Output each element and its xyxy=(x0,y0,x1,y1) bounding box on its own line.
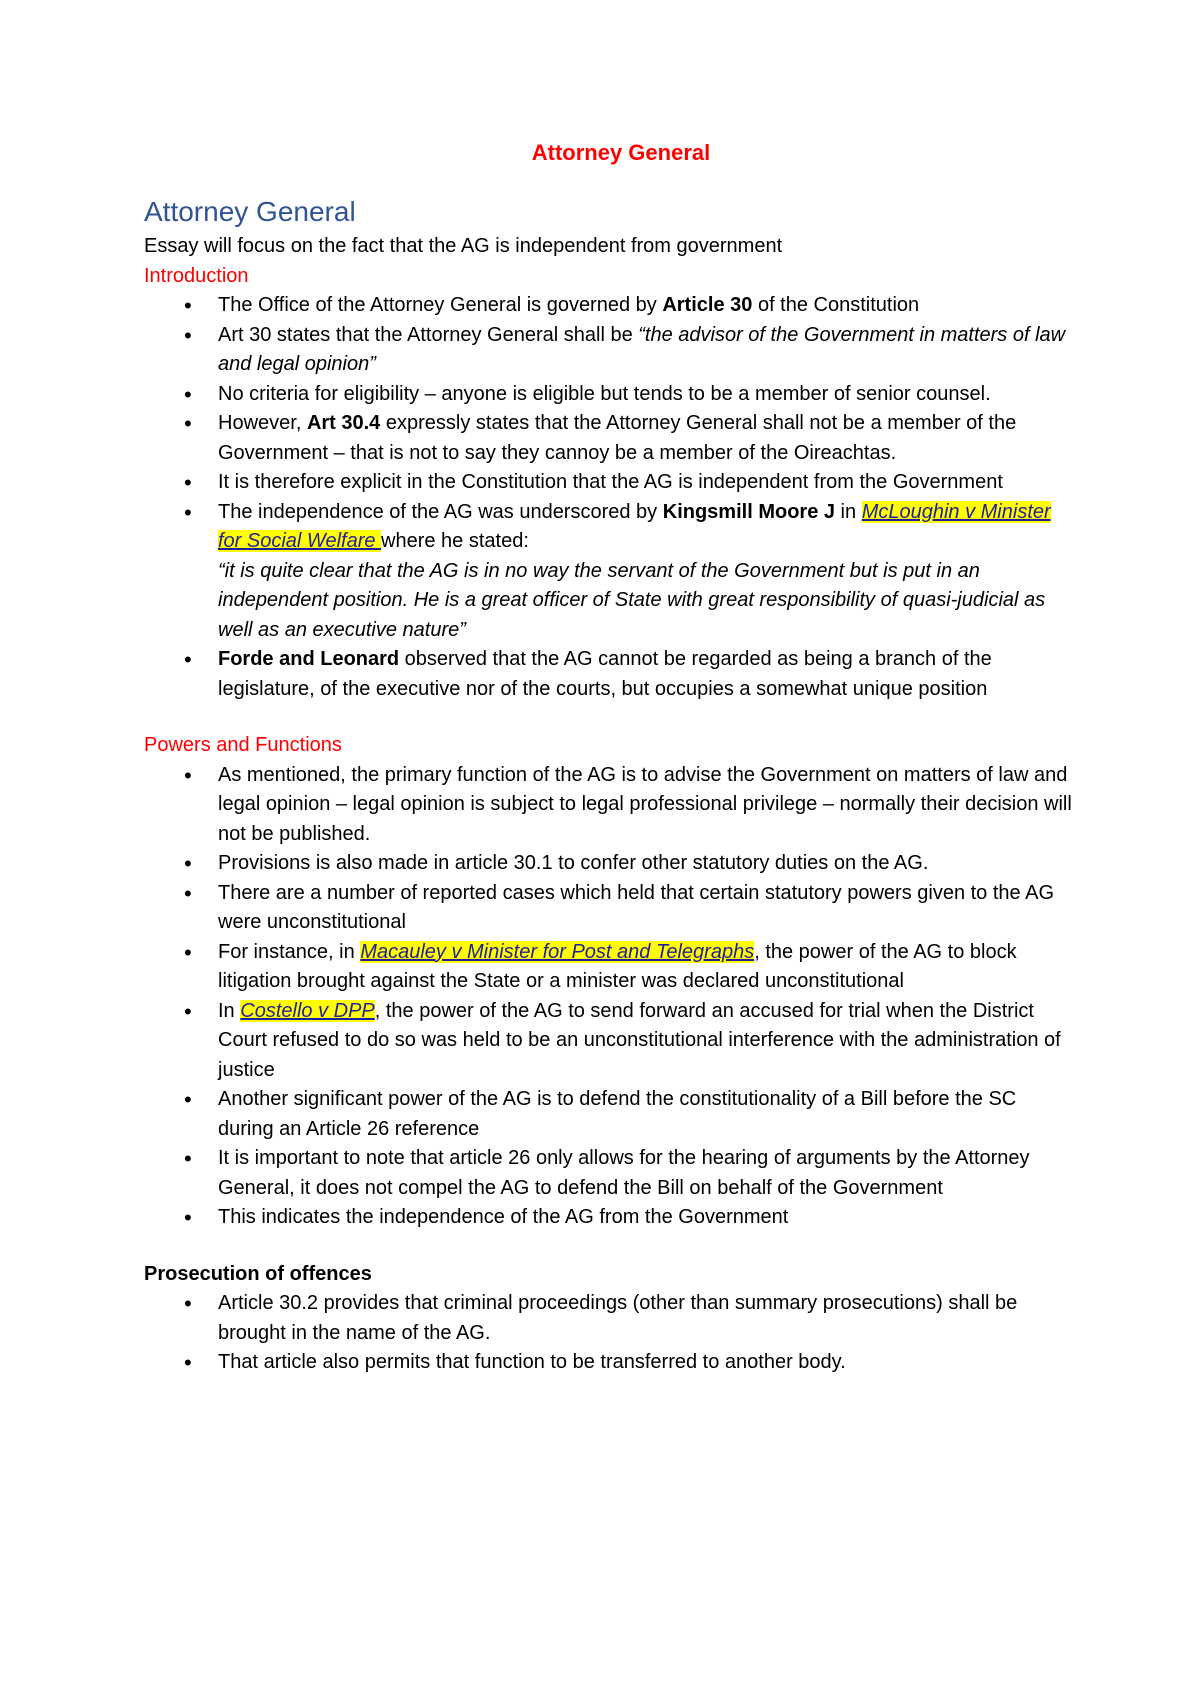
list-item: • Another significant power of the AG is to defend the constitutionality of a Bill before the SC during an Article 26 reference xyxy=(144,1085,1074,1144)
list-item: • However, Art 30.4 expressly states that the Attorney General shall not be a member of the Government – that is not to say they cannoy be a member of the Oireachtas. xyxy=(144,409,1074,468)
list-item: • That article also permits that function to be transferred to another body. xyxy=(144,1348,1074,1378)
list-item: • The Office of the Attorney General is governed by Article 30 of the Constitution xyxy=(144,291,1074,321)
intro-line: Essay will focus on the fact that the AG is independent from government xyxy=(144,235,783,257)
section-heading-prosecution: Prosecution of offences xyxy=(144,1262,372,1285)
list-item: • Forde and Leonard observed that the AG cannot be regarded as being a branch of the legislature, of the executive nor of the courts, but occupies a somewhat unique position xyxy=(144,645,1074,704)
list-item: • In Costello v DPP, the power of the AG to send forward an accused for trial when the District Court refused to do so was held to be an unconstitutional interference with the administration of justice xyxy=(144,997,1074,1086)
list-item: • Provisions is also made in article 30.1 to confer other statutory duties on the AG. xyxy=(144,849,1074,879)
quote-block: “it is quite clear that the AG is in no way the servant of the Government but is put in an independent position. He is a great officer of State with great responsibility of quasi-judicial as well as an executive nature” xyxy=(218,559,1046,641)
list-item: • Art 30 states that the Attorney General shall be “the advisor of the Government in matters of law and legal opinion” xyxy=(144,321,1074,380)
powers-list xyxy=(144,761,1074,1233)
list-item: • It is therefore explicit in the Constitution that the AG is independent from the Government xyxy=(144,468,1074,498)
heading-1: Attorney General xyxy=(144,196,356,227)
list-item: • Article 30.2 provides that criminal proceedings (other than summary prosecutions) shall be brought in the name of the AG. xyxy=(144,1289,1074,1348)
section-heading-introduction: Introduction xyxy=(144,264,249,287)
introduction-list xyxy=(144,291,1074,704)
case-citation-mcloughin[interactable]: McLoughin v Minister for Social Welfare xyxy=(218,500,1051,552)
list-item: • It is important to note that article 26 only allows for the hearing of arguments by the Attorney General, it does not compel the AG to defend the Bill on behalf of the Government xyxy=(144,1144,1074,1203)
list-item: • No criteria for eligibility – anyone is eligible but tends to be a member of senior counsel. xyxy=(144,380,1074,410)
case-citation-macauley[interactable]: Macauley v Minister for Post and Telegraphs xyxy=(360,940,755,963)
prosecution-list xyxy=(144,1289,1074,1378)
document-body xyxy=(144,140,1074,1378)
list-item: • For instance, in Macauley v Minister for Post and Telegraphs, the power of the AG to block litigation brought against the State or a minister was declared unconstitutional xyxy=(144,938,1074,997)
list-item: • There are a number of reported cases which held that certain statutory powers given to the AG were unconstitutional xyxy=(144,879,1074,938)
list-item: • As mentioned, the primary function of the AG is to advise the Government on matters of law and legal opinion – legal opinion is subject to legal professional privilege – normally their decision will not be published. xyxy=(144,761,1074,850)
list-item: • The independence of the AG was underscored by Kingsmill Moore J in McLoughin v Minister for Social Welfare where he stated: “it is quite clear that the AG is in no way the servant of the Government but is put in an independent position. He is a great officer of State with great responsibility of quasi-judicial as well as an executive nature” xyxy=(144,498,1074,646)
section-heading-powers: Powers and Functions xyxy=(144,734,342,756)
list-item: • This indicates the independence of the AG from the Government xyxy=(144,1203,1074,1233)
case-citation-costello[interactable]: Costello v DPP xyxy=(240,999,375,1022)
document-title: Attorney General xyxy=(531,140,711,165)
